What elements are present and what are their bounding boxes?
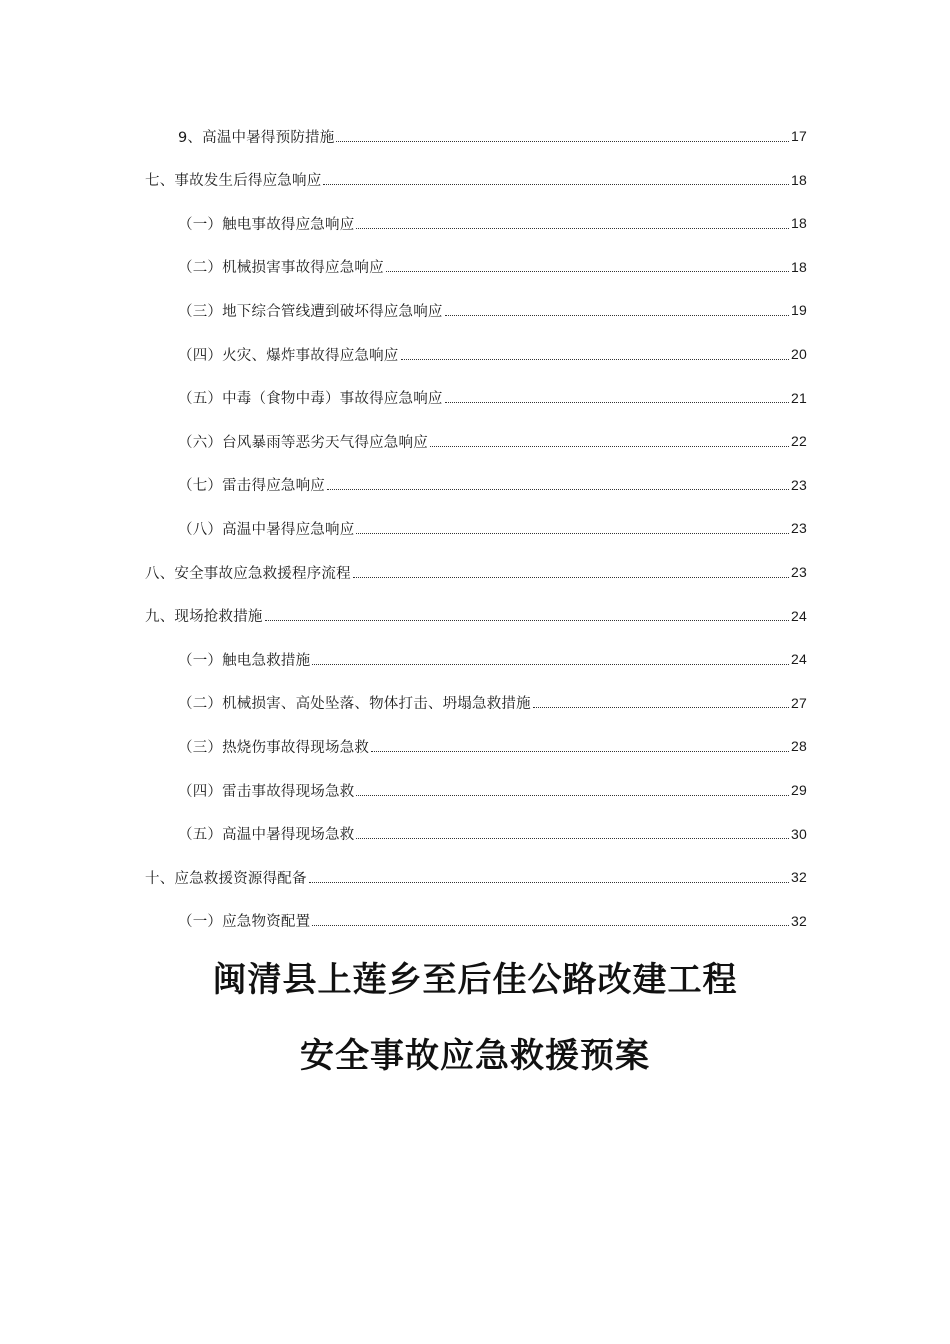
toc-entry-page-number: 32 — [791, 912, 807, 929]
toc-entry-label: （五）中毒（食物中毒）事故得应急响应 — [178, 391, 443, 408]
toc-dot-leader — [356, 228, 789, 229]
toc-entry-page-number: 27 — [791, 694, 807, 711]
toc-entry[interactable] — [178, 812, 807, 856]
toc-dot-leader — [265, 620, 789, 621]
toc-entry-label: （一）触电事故得应急响应 — [178, 216, 355, 233]
toc-dot-leader — [356, 795, 789, 796]
toc-entry-page-number: 22 — [791, 433, 807, 450]
toc-dot-leader — [356, 533, 789, 534]
toc-entry[interactable] — [178, 724, 807, 768]
toc-entry[interactable] — [178, 463, 807, 507]
toc-entry-label: 八、安全事故应急救援程序流程 — [145, 565, 351, 582]
toc-entry-page-number: 19 — [791, 302, 807, 319]
toc-entry-label: 9、高温中暑得预防措施 — [178, 129, 335, 146]
toc-entry[interactable] — [178, 332, 807, 376]
toc-entry-label: （八）高温中暑得应急响应 — [178, 521, 355, 538]
toc-dot-leader — [312, 664, 789, 665]
toc-dot-leader — [371, 751, 789, 752]
toc-dot-leader — [356, 838, 789, 839]
toc-entry[interactable] — [145, 158, 807, 202]
toc-entry-label: （四）雷击事故得现场急救 — [178, 783, 355, 800]
toc-entry-page-number: 23 — [791, 564, 807, 580]
toc-dot-leader — [323, 184, 789, 185]
toc-entry-label: （一）应急物资配置 — [178, 914, 311, 931]
toc-entry[interactable] — [178, 245, 807, 289]
toc-entry-label: 十、应急救援资源得配备 — [145, 870, 307, 887]
toc-entry[interactable] — [178, 681, 807, 725]
toc-dot-leader — [336, 141, 789, 142]
toc-entry-label: （三）地下综合管线遭到破坏得应急响应 — [178, 303, 443, 320]
toc-entry[interactable] — [178, 419, 807, 463]
toc-entry[interactable] — [145, 855, 807, 899]
toc-entry-label: （七）雷击得应急响应 — [178, 478, 325, 495]
toc-entry[interactable] — [178, 114, 807, 158]
toc-entry-label: （六）台风暴雨等恶劣天气得应急响应 — [178, 434, 428, 451]
toc-entry[interactable] — [178, 376, 807, 420]
toc-entry-page-number: 18 — [791, 171, 807, 188]
toc-dot-leader — [445, 402, 789, 403]
toc-entry-label: （二）机械损害、高处坠落、物体打击、坍塌急救措施 — [178, 696, 531, 713]
toc-entry[interactable] — [178, 637, 807, 681]
toc-entry[interactable] — [178, 768, 807, 812]
toc-entry-page-number: 23 — [791, 476, 807, 493]
document-title-line-1: 闽清县上莲乡至后佳公路改建工程 — [212, 960, 738, 1000]
toc-dot-leader — [309, 882, 789, 883]
toc-entry-label: （一）触电急救措施 — [178, 652, 311, 669]
toc-entry-label: （二）机械损害事故得应急响应 — [178, 260, 384, 277]
toc-dot-leader — [327, 489, 789, 490]
toc-entry-label: 九、现场抢救措施 — [145, 609, 263, 626]
toc-entry[interactable] — [178, 506, 807, 550]
toc-dot-leader — [533, 707, 789, 708]
toc-entry-page-number: 32 — [791, 869, 807, 886]
toc-dot-leader — [312, 925, 789, 926]
toc-entry-label: （三）热烧伤事故得现场急救 — [178, 739, 370, 756]
toc-entry-page-number: 23 — [791, 520, 807, 537]
toc-dot-leader — [386, 271, 789, 272]
toc-entry-page-number: 28 — [791, 738, 807, 755]
toc-entry-page-number: 21 — [791, 389, 807, 406]
toc-entry[interactable] — [178, 201, 807, 245]
toc-entry-label: （四）火灾、爆炸事故得应急响应 — [178, 347, 399, 364]
toc-dot-leader — [430, 446, 789, 447]
toc-entry[interactable] — [178, 288, 807, 332]
toc-entry-page-number: 29 — [791, 782, 807, 798]
toc-dot-leader — [353, 577, 789, 578]
toc-dot-leader — [445, 315, 789, 316]
toc-entry-page-number: 20 — [791, 346, 807, 362]
toc-entry[interactable] — [178, 899, 807, 943]
toc-entry-page-number: 24 — [791, 607, 807, 624]
toc-entry[interactable] — [145, 594, 807, 638]
document-title-line-2: 安全事故应急救援预案 — [300, 1036, 650, 1076]
toc-entry-page-number: 17 — [791, 128, 807, 144]
toc-entry[interactable] — [145, 550, 807, 594]
toc-dot-leader — [401, 359, 790, 360]
toc-entry-page-number: 30 — [791, 825, 807, 842]
toc-entry-page-number: 18 — [791, 215, 807, 232]
toc-entry-label: 七、事故发生后得应急响应 — [145, 173, 322, 190]
toc-entry-page-number: 24 — [791, 651, 807, 668]
toc-entry-label: （五）高温中暑得现场急救 — [178, 827, 355, 844]
toc-entry-page-number: 18 — [791, 258, 807, 275]
